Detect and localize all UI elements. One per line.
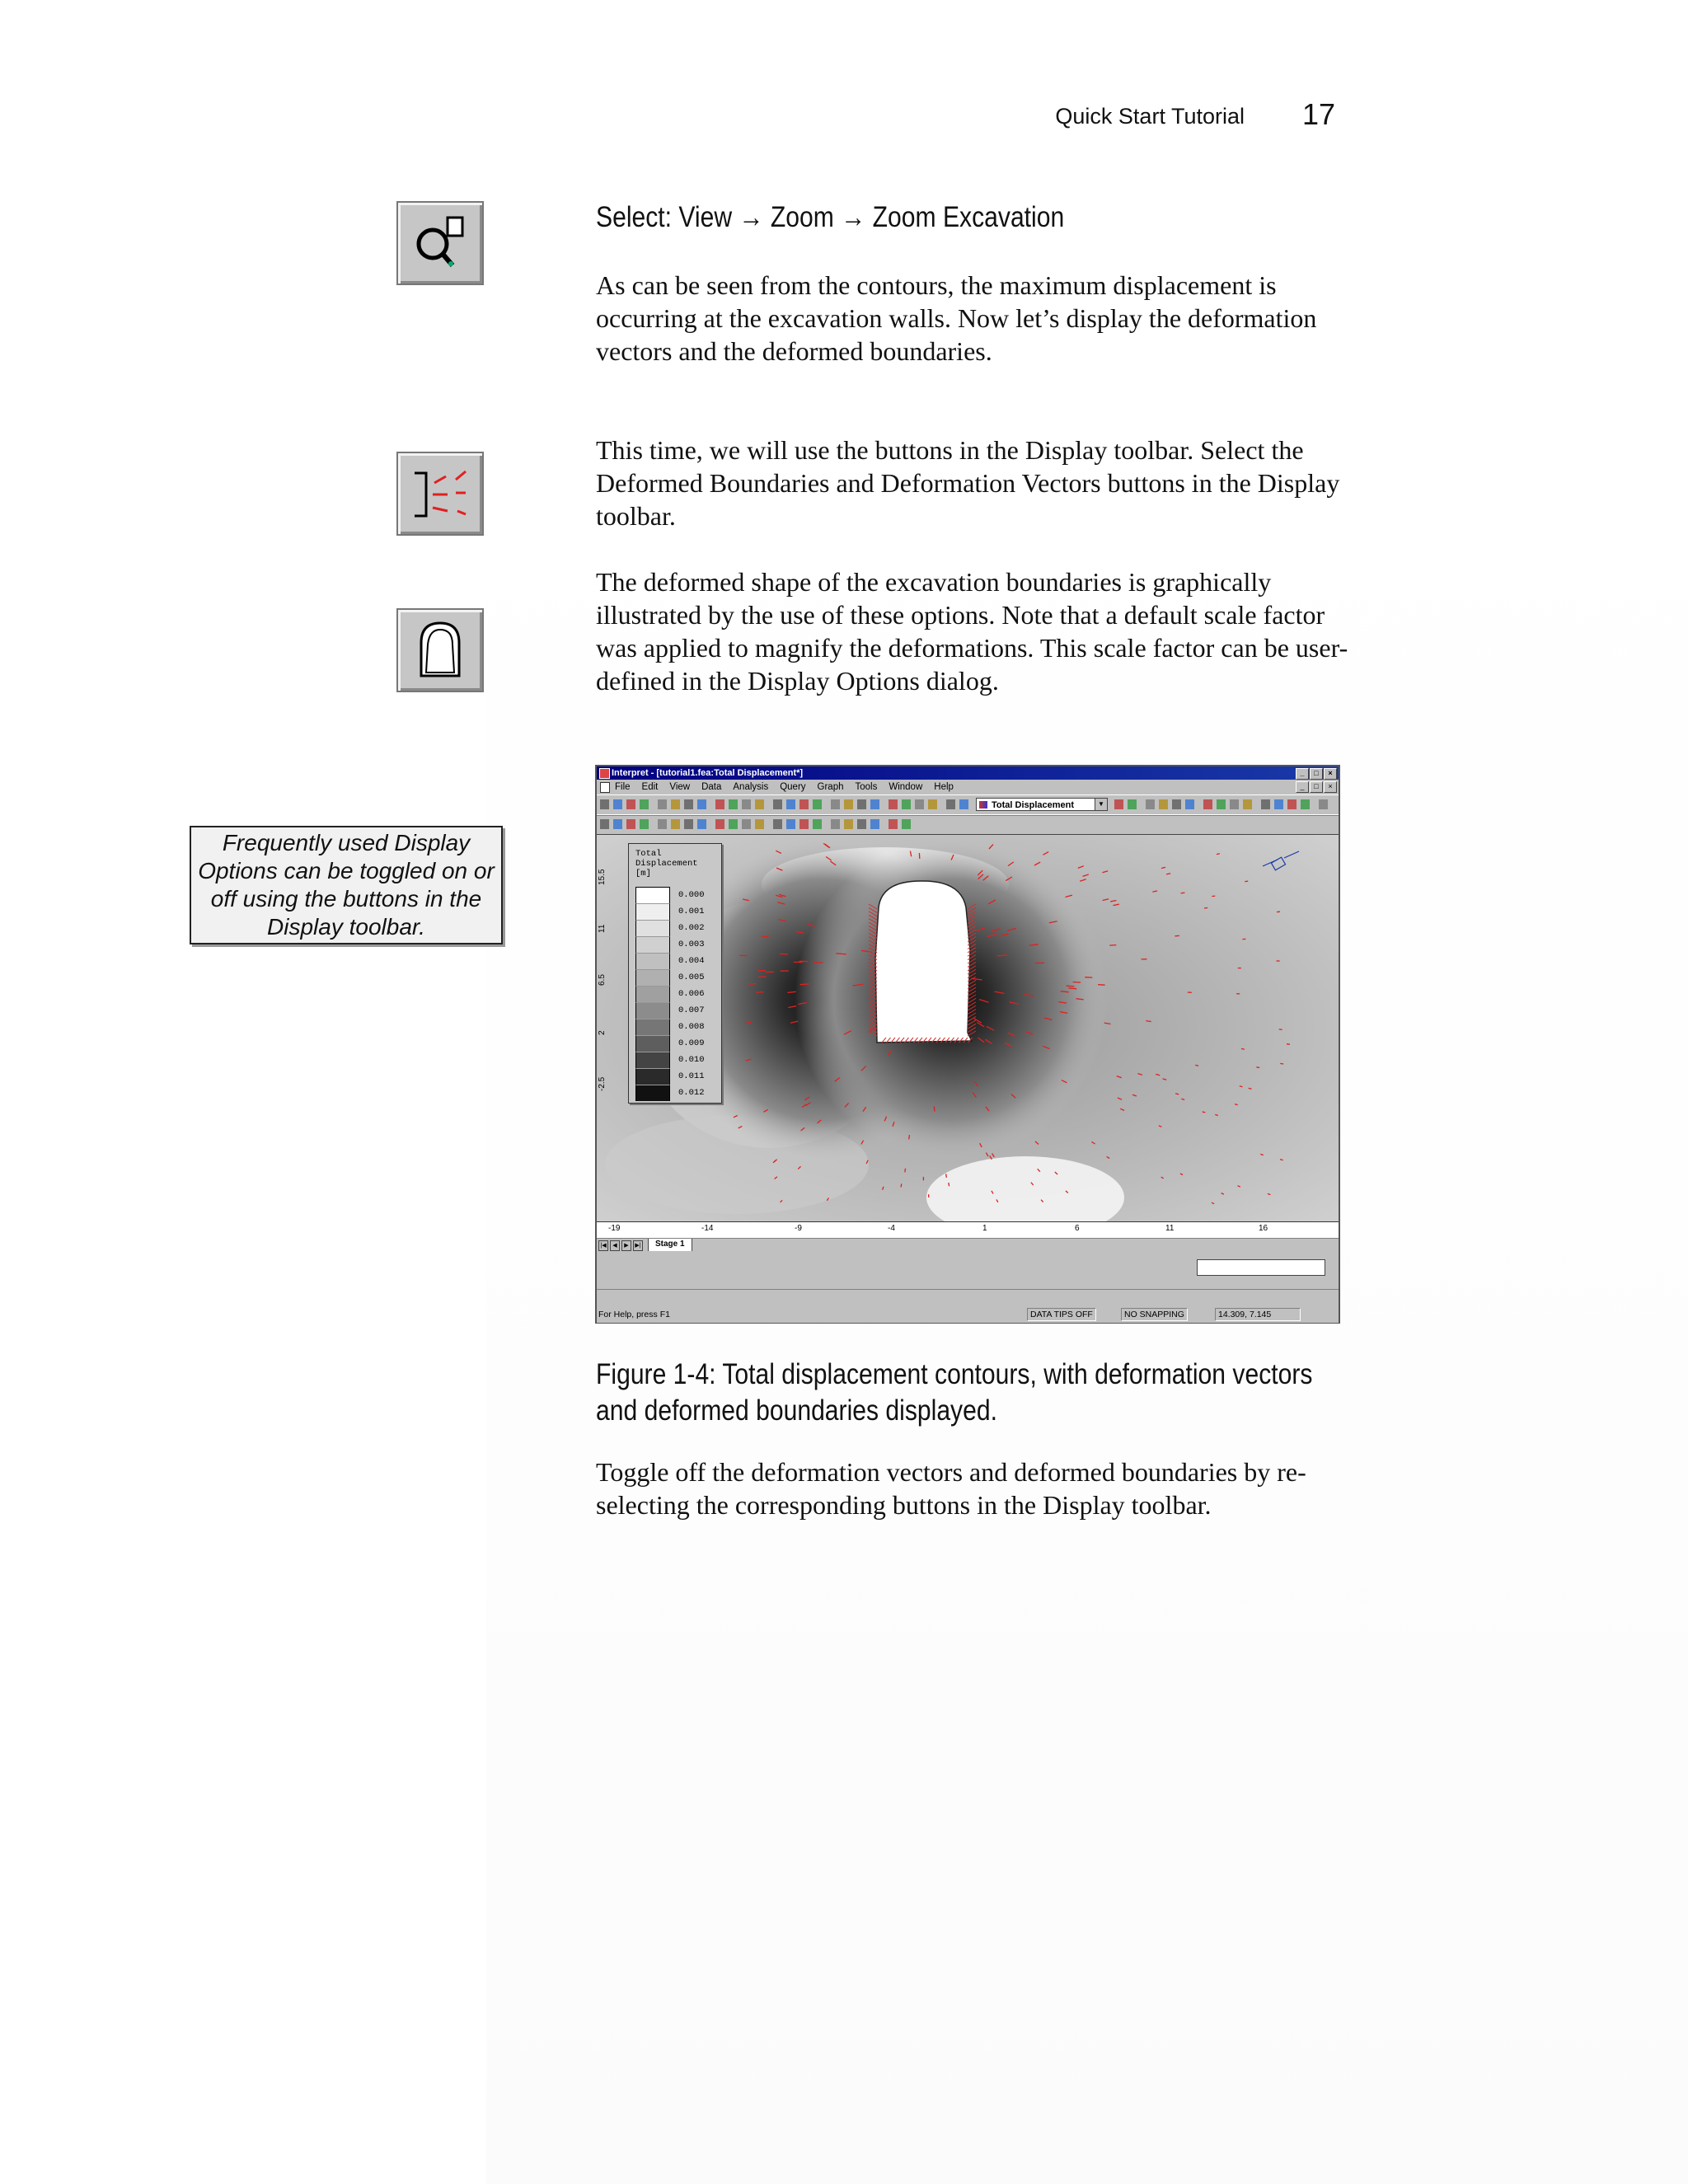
menu-bar: [597, 780, 1339, 794]
deformation-vector: [756, 992, 763, 993]
toolbar-button-icon[interactable]: [831, 799, 840, 809]
deformation-vector: [946, 1174, 947, 1178]
toolbar-button-icon[interactable]: [742, 799, 751, 809]
status-coordinates: 14.309, 7.145: [1215, 1308, 1301, 1321]
deformation-vector: [1073, 982, 1081, 983]
toolbar-button-icon[interactable]: [1217, 799, 1226, 809]
stage-tabs: [597, 1238, 1339, 1252]
toolbar-button-icon[interactable]: [1287, 799, 1296, 809]
toolbar-button-icon[interactable]: [1243, 799, 1252, 809]
toolbar-button-icon[interactable]: [902, 819, 911, 829]
legend-swatch: [635, 969, 670, 986]
display-toolbar: [597, 814, 1339, 836]
paragraph-contours: As can be seen from the contours, the maximum displacement is occurring at the excavation walls. Now let’s display the deformation vectors and the deformed boundaries.: [596, 270, 1317, 366]
window-titlebar: [597, 766, 1339, 780]
toolbar-button-icon[interactable]: [697, 799, 706, 809]
legend-title: Total Displacement [m]: [635, 849, 698, 879]
contour-icon: [979, 801, 987, 808]
step-instruction: Select: View → Zoom → Zoom Excavation: [596, 201, 1065, 233]
toolbar-button-icon[interactable]: [1319, 799, 1328, 809]
legend-row: [635, 1002, 718, 1019]
window-title: Interpret - [tutorial1.fea:Total Displacement*]: [612, 768, 804, 778]
toolbar-button-icon[interactable]: [658, 819, 667, 829]
toolbar-button-icon[interactable]: [813, 799, 822, 809]
toolbar-button-icon[interactable]: [889, 799, 898, 809]
toolbar-button-icon[interactable]: [613, 819, 622, 829]
toolbar-button-icon[interactable]: [902, 799, 911, 809]
deformation-vector: [749, 984, 757, 985]
legend-swatch: [635, 903, 670, 920]
legend-value: 0.002: [678, 923, 705, 933]
toolbar-button-icon[interactable]: [671, 799, 680, 809]
legend-value: 0.003: [678, 940, 705, 949]
x-tick-label: 6: [1075, 1224, 1080, 1233]
toolbar-button-icon[interactable]: [831, 819, 840, 829]
toolbar-button-icon[interactable]: [613, 799, 622, 809]
deformation-vector: [1240, 1086, 1243, 1087]
document-icon: [600, 782, 610, 793]
paragraph-display-toolbar: This time, we will use the buttons in the Display toolbar. Select the Deformed Boundaries and Deformation Vectors buttons in the Display toolbar.: [596, 435, 1340, 531]
legend-value: 0.001: [678, 907, 705, 916]
menu-query[interactable]: Query: [780, 782, 806, 792]
toolbar-button-icon[interactable]: [1230, 799, 1239, 809]
x-tick-label: -4: [888, 1224, 895, 1233]
side-note: Frequently used Display Options can be toggled on or off using the buttons in the Display toolbar.: [190, 826, 503, 944]
legend-row: [635, 986, 718, 1002]
y-tick-label: -2.5: [598, 1076, 607, 1091]
deformation-vector: [1256, 1067, 1259, 1068]
deformation-vector: [909, 1135, 910, 1139]
toolbar-button-icon[interactable]: [640, 799, 649, 809]
legend-swatch: [635, 936, 670, 953]
first-stage-button[interactable]: |◀: [598, 1240, 608, 1251]
toolbar-button-icon[interactable]: [1146, 799, 1155, 809]
toolbar-button-icon[interactable]: [600, 819, 609, 829]
toolbar-button-icon[interactable]: [773, 819, 782, 829]
legend-row: [635, 903, 718, 920]
toolbar-button-icon[interactable]: [684, 799, 693, 809]
toolbar-button-icon[interactable]: [889, 819, 898, 829]
menu-window[interactable]: Window: [889, 782, 923, 792]
toolbar-button-icon[interactable]: [1185, 799, 1194, 809]
toolbar-button-icon[interactable]: [946, 799, 955, 809]
deformation-vector: [1146, 1021, 1151, 1022]
legend-swatch: [635, 1019, 670, 1035]
displacement-legend: [628, 843, 722, 1104]
status-help-text: For Help, press F1: [598, 1310, 670, 1319]
toolbar-button-icon[interactable]: [813, 819, 822, 829]
legend-swatch: [635, 1068, 670, 1085]
menu-analysis[interactable]: Analysis: [733, 782, 769, 792]
legend-value: 0.005: [678, 972, 705, 982]
command-input[interactable]: [1197, 1259, 1325, 1276]
toolbar-button-icon[interactable]: [1172, 799, 1181, 809]
toolbar-button-icon[interactable]: [1261, 799, 1270, 809]
paragraph-toggle-off: Toggle off the deformation vectors and deformed boundaries by re-selecting the corresponding buttons in the Display toolbar.: [596, 1457, 1306, 1520]
toolbar-button-icon[interactable]: [684, 819, 693, 829]
x-tick-label: -9: [795, 1224, 802, 1233]
toolbar-button-icon[interactable]: [755, 819, 764, 829]
toolbar-button-icon[interactable]: [1203, 799, 1212, 809]
deformation-vector: [1067, 986, 1075, 987]
toolbar-button-icon[interactable]: [626, 819, 635, 829]
last-stage-button[interactable]: ▶|: [633, 1240, 643, 1251]
deformation-vector: [1279, 1029, 1282, 1030]
legend-row: [635, 936, 718, 953]
toolbar-button-icon[interactable]: [799, 819, 809, 829]
toolbar-icons-row-1[interactable]: [600, 799, 1329, 812]
toolbar-button-icon[interactable]: [715, 819, 724, 829]
deformation-vector: [1245, 881, 1248, 882]
chevron-down-icon[interactable]: ▼: [1095, 799, 1107, 810]
deformed-boundaries-icon: [396, 608, 484, 692]
menu-data[interactable]: Data: [701, 782, 722, 792]
running-header: Quick Start Tutorial: [1055, 104, 1245, 129]
status-snapping[interactable]: NO SNAPPING: [1121, 1308, 1188, 1321]
next-stage-button[interactable]: ▶: [621, 1240, 631, 1251]
toolbar-button-icon[interactable]: [1114, 799, 1123, 809]
menu-help[interactable]: Help: [934, 782, 954, 792]
deformation-vector: [1280, 1063, 1283, 1064]
legend-row: [635, 1068, 718, 1085]
deformation-vector: [1212, 896, 1215, 897]
toolbar-button-icon[interactable]: [640, 819, 649, 829]
model-viewport[interactable]: [597, 834, 1339, 1222]
toolbar-button-icon[interactable]: [844, 819, 853, 829]
toolbar-button-icon[interactable]: [729, 819, 738, 829]
legend-row: [635, 887, 718, 903]
toolbar-button-icon[interactable]: [799, 799, 809, 809]
legend-value: 0.012: [678, 1088, 705, 1098]
deformation-vector: [1287, 1044, 1290, 1045]
figure-caption: Figure 1-4: Total displacement contours, with deformation vectors and deformed boundaries displayed.: [596, 1358, 1313, 1427]
legend-swatch: [635, 986, 670, 1002]
y-tick-label: 15.5: [598, 869, 607, 885]
x-tick-label: 16: [1259, 1224, 1268, 1233]
command-area: [597, 1251, 1339, 1289]
legend-swatch: [635, 1085, 670, 1101]
toolbar-button-icon[interactable]: [755, 799, 764, 809]
property-select[interactable]: [976, 798, 1108, 811]
deformation-vector: [1204, 908, 1207, 909]
app-icon: [599, 768, 610, 779]
legend-value: 0.004: [678, 956, 705, 966]
deformation-vector: [1195, 1065, 1198, 1066]
y-tick-label: 2: [598, 1030, 607, 1035]
deformation-vector: [1068, 988, 1076, 989]
maximize-button[interactable]: □: [1310, 768, 1323, 780]
legend-swatch: [635, 1052, 670, 1068]
page-number: 17: [1302, 97, 1336, 131]
legend-swatch: [635, 953, 670, 969]
legend-value: 0.006: [678, 989, 705, 999]
toolbar-icons-row-2[interactable]: [600, 818, 1329, 832]
menu-edit[interactable]: Edit: [641, 782, 659, 792]
toolbar-button-icon[interactable]: [786, 799, 795, 809]
close-button[interactable]: ×: [1324, 768, 1337, 780]
toolbar-button-icon[interactable]: [1159, 799, 1168, 809]
legend-value: 0.010: [678, 1055, 705, 1065]
legend-row: [635, 1052, 718, 1068]
toolbar-button-icon[interactable]: [742, 819, 751, 829]
y-tick-label: 6.5: [598, 974, 607, 986]
legend-swatch: [635, 887, 670, 903]
legend-row: [635, 953, 718, 969]
deformation-vector: [949, 1183, 950, 1186]
deformation-vector: [1217, 854, 1220, 855]
toolbar-button-icon[interactable]: [1301, 799, 1310, 809]
legend-row: [635, 969, 718, 986]
toolbar-button-icon[interactable]: [671, 819, 680, 829]
deformation-vector: [800, 984, 809, 985]
doc-restore-button[interactable]: □: [1310, 781, 1323, 793]
doc-close-button[interactable]: ×: [1324, 781, 1337, 793]
deformation-vector: [901, 1183, 902, 1187]
menu-graph[interactable]: Graph: [817, 782, 844, 792]
toolbar-button-icon[interactable]: [658, 799, 667, 809]
legend-row: [635, 1085, 718, 1101]
y-ruler: [597, 834, 612, 1221]
toolbar-button-icon[interactable]: [959, 799, 968, 809]
toolbar-button-icon[interactable]: [1128, 799, 1137, 809]
toolbar-button-icon[interactable]: [697, 819, 706, 829]
legend-value: 0.007: [678, 1005, 705, 1015]
legend-value: 0.008: [678, 1022, 705, 1032]
menu-tools[interactable]: Tools: [855, 782, 878, 792]
deformation-vector: [1241, 1049, 1245, 1050]
app-screenshot: [595, 765, 1340, 1324]
toolbar-button-icon[interactable]: [1274, 799, 1283, 809]
status-data-tips[interactable]: DATA TIPS OFF: [1027, 1308, 1096, 1321]
x-tick-label: -14: [701, 1224, 714, 1233]
standard-toolbar: [597, 794, 1339, 816]
deformation-vector: [905, 1169, 906, 1173]
deformation-vector: [1098, 985, 1105, 986]
toolbar-button-icon[interactable]: [626, 799, 635, 809]
x-tick-label: 11: [1165, 1224, 1175, 1233]
toolbar-button-icon[interactable]: [600, 799, 609, 809]
toolbar-button-icon[interactable]: [870, 819, 879, 829]
x-ruler: [597, 1221, 1339, 1239]
legend-row: [635, 1035, 718, 1052]
toolbar-button-icon[interactable]: [915, 799, 924, 809]
x-tick-label: -19: [608, 1224, 621, 1233]
legend-swatch: [635, 1002, 670, 1019]
y-tick-label: 11: [598, 924, 607, 933]
toolbar-button-icon[interactable]: [857, 799, 866, 809]
legend-row: [635, 920, 718, 936]
legend-value: 0.000: [678, 890, 705, 900]
toolbar-button-icon[interactable]: [857, 819, 866, 829]
deformation-vector: [1109, 945, 1116, 946]
status-bar: [597, 1289, 1339, 1323]
prev-stage-button[interactable]: ◀: [610, 1240, 620, 1251]
legend-swatch: [635, 1035, 670, 1052]
minimize-button[interactable]: _: [1296, 768, 1309, 780]
legend-value: 0.009: [678, 1038, 705, 1048]
menu-file[interactable]: File: [615, 782, 631, 792]
property-select-value: Total Displacement: [992, 800, 1075, 810]
tab-stage-1[interactable]: Stage 1: [648, 1239, 692, 1252]
paragraph-deformed-shape: The deformed shape of the excavation boundaries is graphically illustrated by the use of these options. Note that a default scale factor was applied to magnify the deformations. This scale factor can be user-defined in the Display Options dialog.: [596, 567, 1348, 696]
deformation-vectors-icon: [396, 452, 484, 536]
legend-value: 0.011: [678, 1071, 705, 1081]
zoom-excavation-icon: [396, 201, 484, 285]
legend-row: [635, 1019, 718, 1035]
toolbar-button-icon[interactable]: [715, 799, 724, 809]
toolbar-button-icon[interactable]: [786, 819, 795, 829]
menu-view[interactable]: View: [669, 782, 691, 792]
legend-swatch: [635, 920, 670, 936]
toolbar-button-icon[interactable]: [729, 799, 738, 809]
toolbar-button-icon[interactable]: [844, 799, 853, 809]
x-tick-label: 1: [982, 1224, 987, 1233]
toolbar-button-icon[interactable]: [773, 799, 782, 809]
doc-minimize-button[interactable]: _: [1296, 781, 1309, 793]
deformation-vector: [1249, 1088, 1252, 1089]
deformation-vector: [934, 1107, 935, 1112]
toolbar-button-icon[interactable]: [870, 799, 879, 809]
toolbar-button-icon[interactable]: [928, 799, 937, 809]
